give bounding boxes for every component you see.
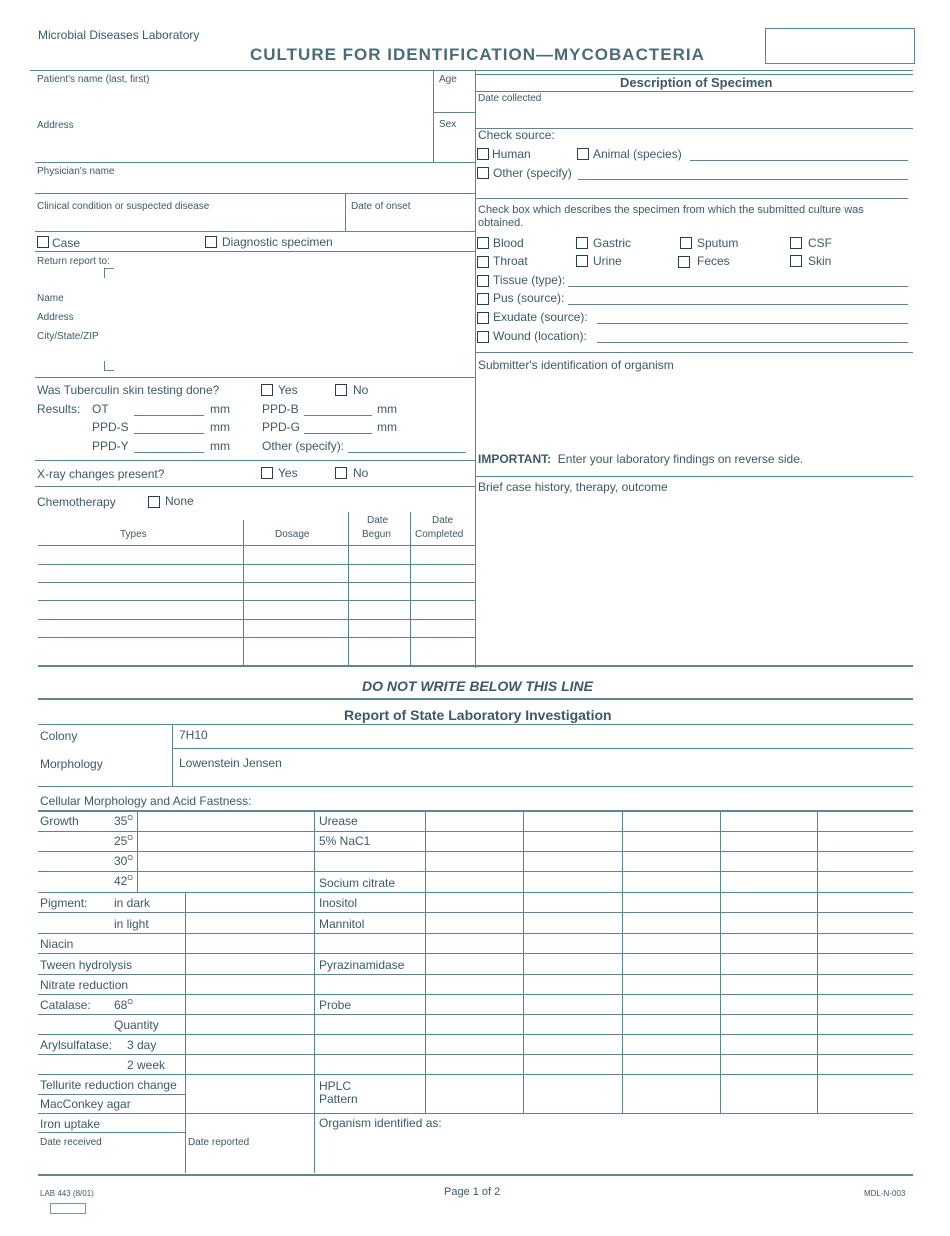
tissue-checkbox[interactable] xyxy=(477,275,489,287)
skin-label: Skin xyxy=(808,254,832,268)
colony-label: Colony xyxy=(40,729,78,743)
week2-label: 2 week xyxy=(127,1058,166,1072)
ppdg-input[interactable] xyxy=(304,419,372,434)
xray-no-label: No xyxy=(353,466,369,480)
urine-label: Urine xyxy=(593,254,622,268)
probe-label: Probe xyxy=(319,998,352,1012)
nacl-label: 5% NaC1 xyxy=(319,834,371,848)
city-label: City/State/ZIP xyxy=(37,331,99,342)
sex-label: Sex xyxy=(439,119,457,130)
other-source-label: Other (specify) xyxy=(493,166,572,180)
catalase-label: Catalase: xyxy=(40,998,91,1012)
ppdy-label: PPD-Y xyxy=(92,439,129,453)
specimen-heading: Description of Specimen xyxy=(620,75,773,90)
growth-42: $42^O$ xyxy=(114,874,133,888)
in-light-label: in light xyxy=(114,917,149,931)
check-box-instruction: Check box which describes the specimen from which the submitted culture was obtained. xyxy=(478,204,864,229)
animal-label: Animal (species) xyxy=(593,147,682,161)
csf-checkbox[interactable] xyxy=(790,237,802,249)
feces-checkbox[interactable] xyxy=(678,256,690,268)
age-label: Age xyxy=(439,74,457,85)
patient-name-label: Patient's name (last, first) xyxy=(37,74,150,85)
macconkey-label: MacConkey agar xyxy=(40,1097,131,1111)
other-specify-label: Other (specify): xyxy=(262,439,345,453)
chemo-none-label: None xyxy=(165,494,194,508)
other-specify-input[interactable] xyxy=(348,438,466,453)
xray-yes-label: Yes xyxy=(278,466,298,480)
chemo-label: Chemotherapy xyxy=(37,495,116,509)
tween-label: Tween hydrolysis xyxy=(40,958,133,972)
ppdg-mm: mm xyxy=(377,420,397,434)
pus-input[interactable] xyxy=(568,290,908,305)
cellular-label: Cellular Morphology and Acid Fastness: xyxy=(40,794,252,808)
human-checkbox[interactable] xyxy=(477,148,489,160)
chemo-begun-header-1: Date xyxy=(367,515,389,526)
wound-label: Wound (location): xyxy=(493,329,587,343)
important-note xyxy=(478,452,803,466)
in-dark-label: in dark xyxy=(114,896,151,910)
tb-yes-label: Yes xyxy=(278,383,298,397)
clinical-label: Clinical condition or suspected disease xyxy=(37,201,210,212)
arylsulfatase-label: Arylsulfatase: xyxy=(40,1038,113,1052)
ppds-label: PPD-S xyxy=(92,420,129,434)
ppds-mm: mm xyxy=(210,420,230,434)
pattern-label: Pattern xyxy=(319,1092,358,1106)
blood-label: Blood xyxy=(493,236,524,250)
exudate-label: Exudate (source): xyxy=(493,310,588,324)
growth-25: $25^O$ xyxy=(114,834,133,848)
divider-line-top xyxy=(38,665,913,667)
iron-label: Iron uptake xyxy=(40,1117,101,1131)
ppdb-label: PPD-B xyxy=(262,402,299,416)
hplc-label: HPLC xyxy=(319,1079,352,1093)
human-label: Human xyxy=(492,147,531,161)
gastric-label: Gastric xyxy=(593,236,632,250)
ppdy-input[interactable] xyxy=(134,438,204,453)
tb-yes-checkbox[interactable] xyxy=(261,384,273,396)
ppdg-label: PPD-G xyxy=(262,420,301,434)
bottom-rule xyxy=(38,1174,913,1176)
ot-label: OT xyxy=(92,402,109,416)
important-bold: IMPORTANT: xyxy=(478,452,552,466)
pus-label: Pus (source): xyxy=(493,291,565,305)
tellurite-label: Tellurite reduction change xyxy=(40,1078,177,1092)
onset-label: Date of onset xyxy=(351,201,411,212)
organism-label: Organism identified as: xyxy=(319,1116,442,1130)
tb-no-label: No xyxy=(353,383,369,397)
date-collected-label: Date collected xyxy=(478,93,542,104)
media-7h10: 7H10 xyxy=(179,728,208,742)
chemo-completed-header-1: Date xyxy=(432,515,454,526)
ot-mm: mm xyxy=(210,402,230,416)
xray-yes-checkbox[interactable] xyxy=(261,467,273,479)
nitrate-label: Nitrate reduction xyxy=(40,978,129,992)
tissue-label: Tissue (type): xyxy=(493,273,566,287)
xray-label: X-ray changes present? xyxy=(37,467,165,481)
chemo-types-header: Types xyxy=(120,529,147,540)
results-label: Results: xyxy=(37,402,81,416)
other-source-input[interactable] xyxy=(578,165,908,180)
tissue-input[interactable] xyxy=(568,272,908,287)
physician-label: Physician's name xyxy=(37,166,115,177)
report-heading: Report of State Laboratory Investigation xyxy=(344,707,612,723)
feces-label: Feces xyxy=(697,254,730,268)
brief-history-label: Brief case history, therapy, outcome xyxy=(478,480,668,494)
date-received-label: Date received xyxy=(40,1137,102,1148)
wound-checkbox[interactable] xyxy=(477,331,489,343)
important-text: Enter your laboratory findings on reverse side. xyxy=(557,452,804,466)
stamp-box xyxy=(765,28,915,64)
address-label: Address xyxy=(37,120,74,131)
throat-checkbox[interactable] xyxy=(477,256,489,268)
growth-label: Growth xyxy=(40,814,79,828)
check-source-label: Check source: xyxy=(478,128,555,142)
pigment-label: Pigment: xyxy=(40,896,88,910)
return-name-label: Name xyxy=(37,293,64,304)
tb-question: Was Tuberculin skin testing done? xyxy=(37,383,220,397)
exudate-input[interactable] xyxy=(597,309,908,324)
top-rule xyxy=(30,70,913,71)
media-lj: Lowenstein Jensen xyxy=(179,756,282,770)
chemo-completed-header-2: Completed xyxy=(415,529,464,540)
pus-checkbox[interactable] xyxy=(477,293,489,305)
return-address-label: Address xyxy=(37,312,74,323)
sputum-label: Sputum xyxy=(697,236,739,250)
wound-input[interactable] xyxy=(597,328,908,343)
pyrazinamidase-label: Pyrazinamidase xyxy=(319,958,405,972)
union-logo xyxy=(50,1203,86,1214)
gastric-checkbox[interactable] xyxy=(576,237,588,249)
animal-checkbox[interactable] xyxy=(577,148,589,160)
day3-label: 3 day xyxy=(127,1038,157,1052)
other-source-checkbox[interactable] xyxy=(477,167,489,179)
animal-input[interactable] xyxy=(690,146,908,161)
diagnostic-checkbox[interactable] xyxy=(205,236,217,248)
urine-checkbox[interactable] xyxy=(576,255,588,267)
form-code: MDL-N-003 xyxy=(864,1189,906,1198)
form-title: CULTURE FOR IDENTIFICATION—MYCOBACTERIA xyxy=(250,45,705,64)
catalase-68: $68^O$ xyxy=(114,998,133,1012)
niacin-label: Niacin xyxy=(40,937,74,951)
xray-no-checkbox[interactable] xyxy=(335,467,347,479)
center-divider xyxy=(475,70,476,668)
quantity-label: Quantity xyxy=(114,1018,159,1032)
ppds-input[interactable] xyxy=(134,419,204,434)
chemo-begun-header-2: Begun xyxy=(362,529,391,540)
ot-input[interactable] xyxy=(134,401,204,416)
sputum-checkbox[interactable] xyxy=(680,237,692,249)
growth-35: $35^O$ xyxy=(114,814,133,828)
diagnostic-label: Diagnostic specimen xyxy=(222,235,333,249)
date-reported-label: Date reported xyxy=(188,1137,250,1148)
submitter-label: Submitter's identification of organism xyxy=(478,358,674,372)
blood-checkbox[interactable] xyxy=(477,237,489,249)
morphology-label: Morphology xyxy=(40,757,103,771)
case-label: Case xyxy=(52,236,81,250)
throat-label: Throat xyxy=(493,254,528,268)
citrate-label: Socium citrate xyxy=(319,876,396,890)
skin-checkbox[interactable] xyxy=(790,255,802,267)
urease-label: Urease xyxy=(319,814,358,828)
mannitol-label: Mannitol xyxy=(319,917,365,931)
return-label: Return report to: xyxy=(37,256,110,267)
exudate-checkbox[interactable] xyxy=(477,312,489,324)
form-number: LAB 443 (8/01) xyxy=(40,1189,94,1198)
ppdb-input[interactable] xyxy=(304,401,372,416)
growth-30: $30^O$ xyxy=(114,854,133,868)
ppdy-mm: mm xyxy=(210,439,230,453)
inositol-label: Inositol xyxy=(319,896,358,910)
tb-no-checkbox[interactable] xyxy=(335,384,347,396)
lab-name: Microbial Diseases Laboratory xyxy=(38,28,200,42)
case-checkbox[interactable] xyxy=(37,236,49,248)
do-not-write-text: DO NOT WRITE BELOW THIS LINE xyxy=(362,678,593,694)
chemo-none-checkbox[interactable] xyxy=(148,496,160,508)
page-number: Page 1 of 2 xyxy=(444,1186,501,1198)
chemo-dosage-header: Dosage xyxy=(275,529,310,540)
csf-label: CSF xyxy=(808,236,832,250)
ppdb-mm: mm xyxy=(377,402,397,416)
